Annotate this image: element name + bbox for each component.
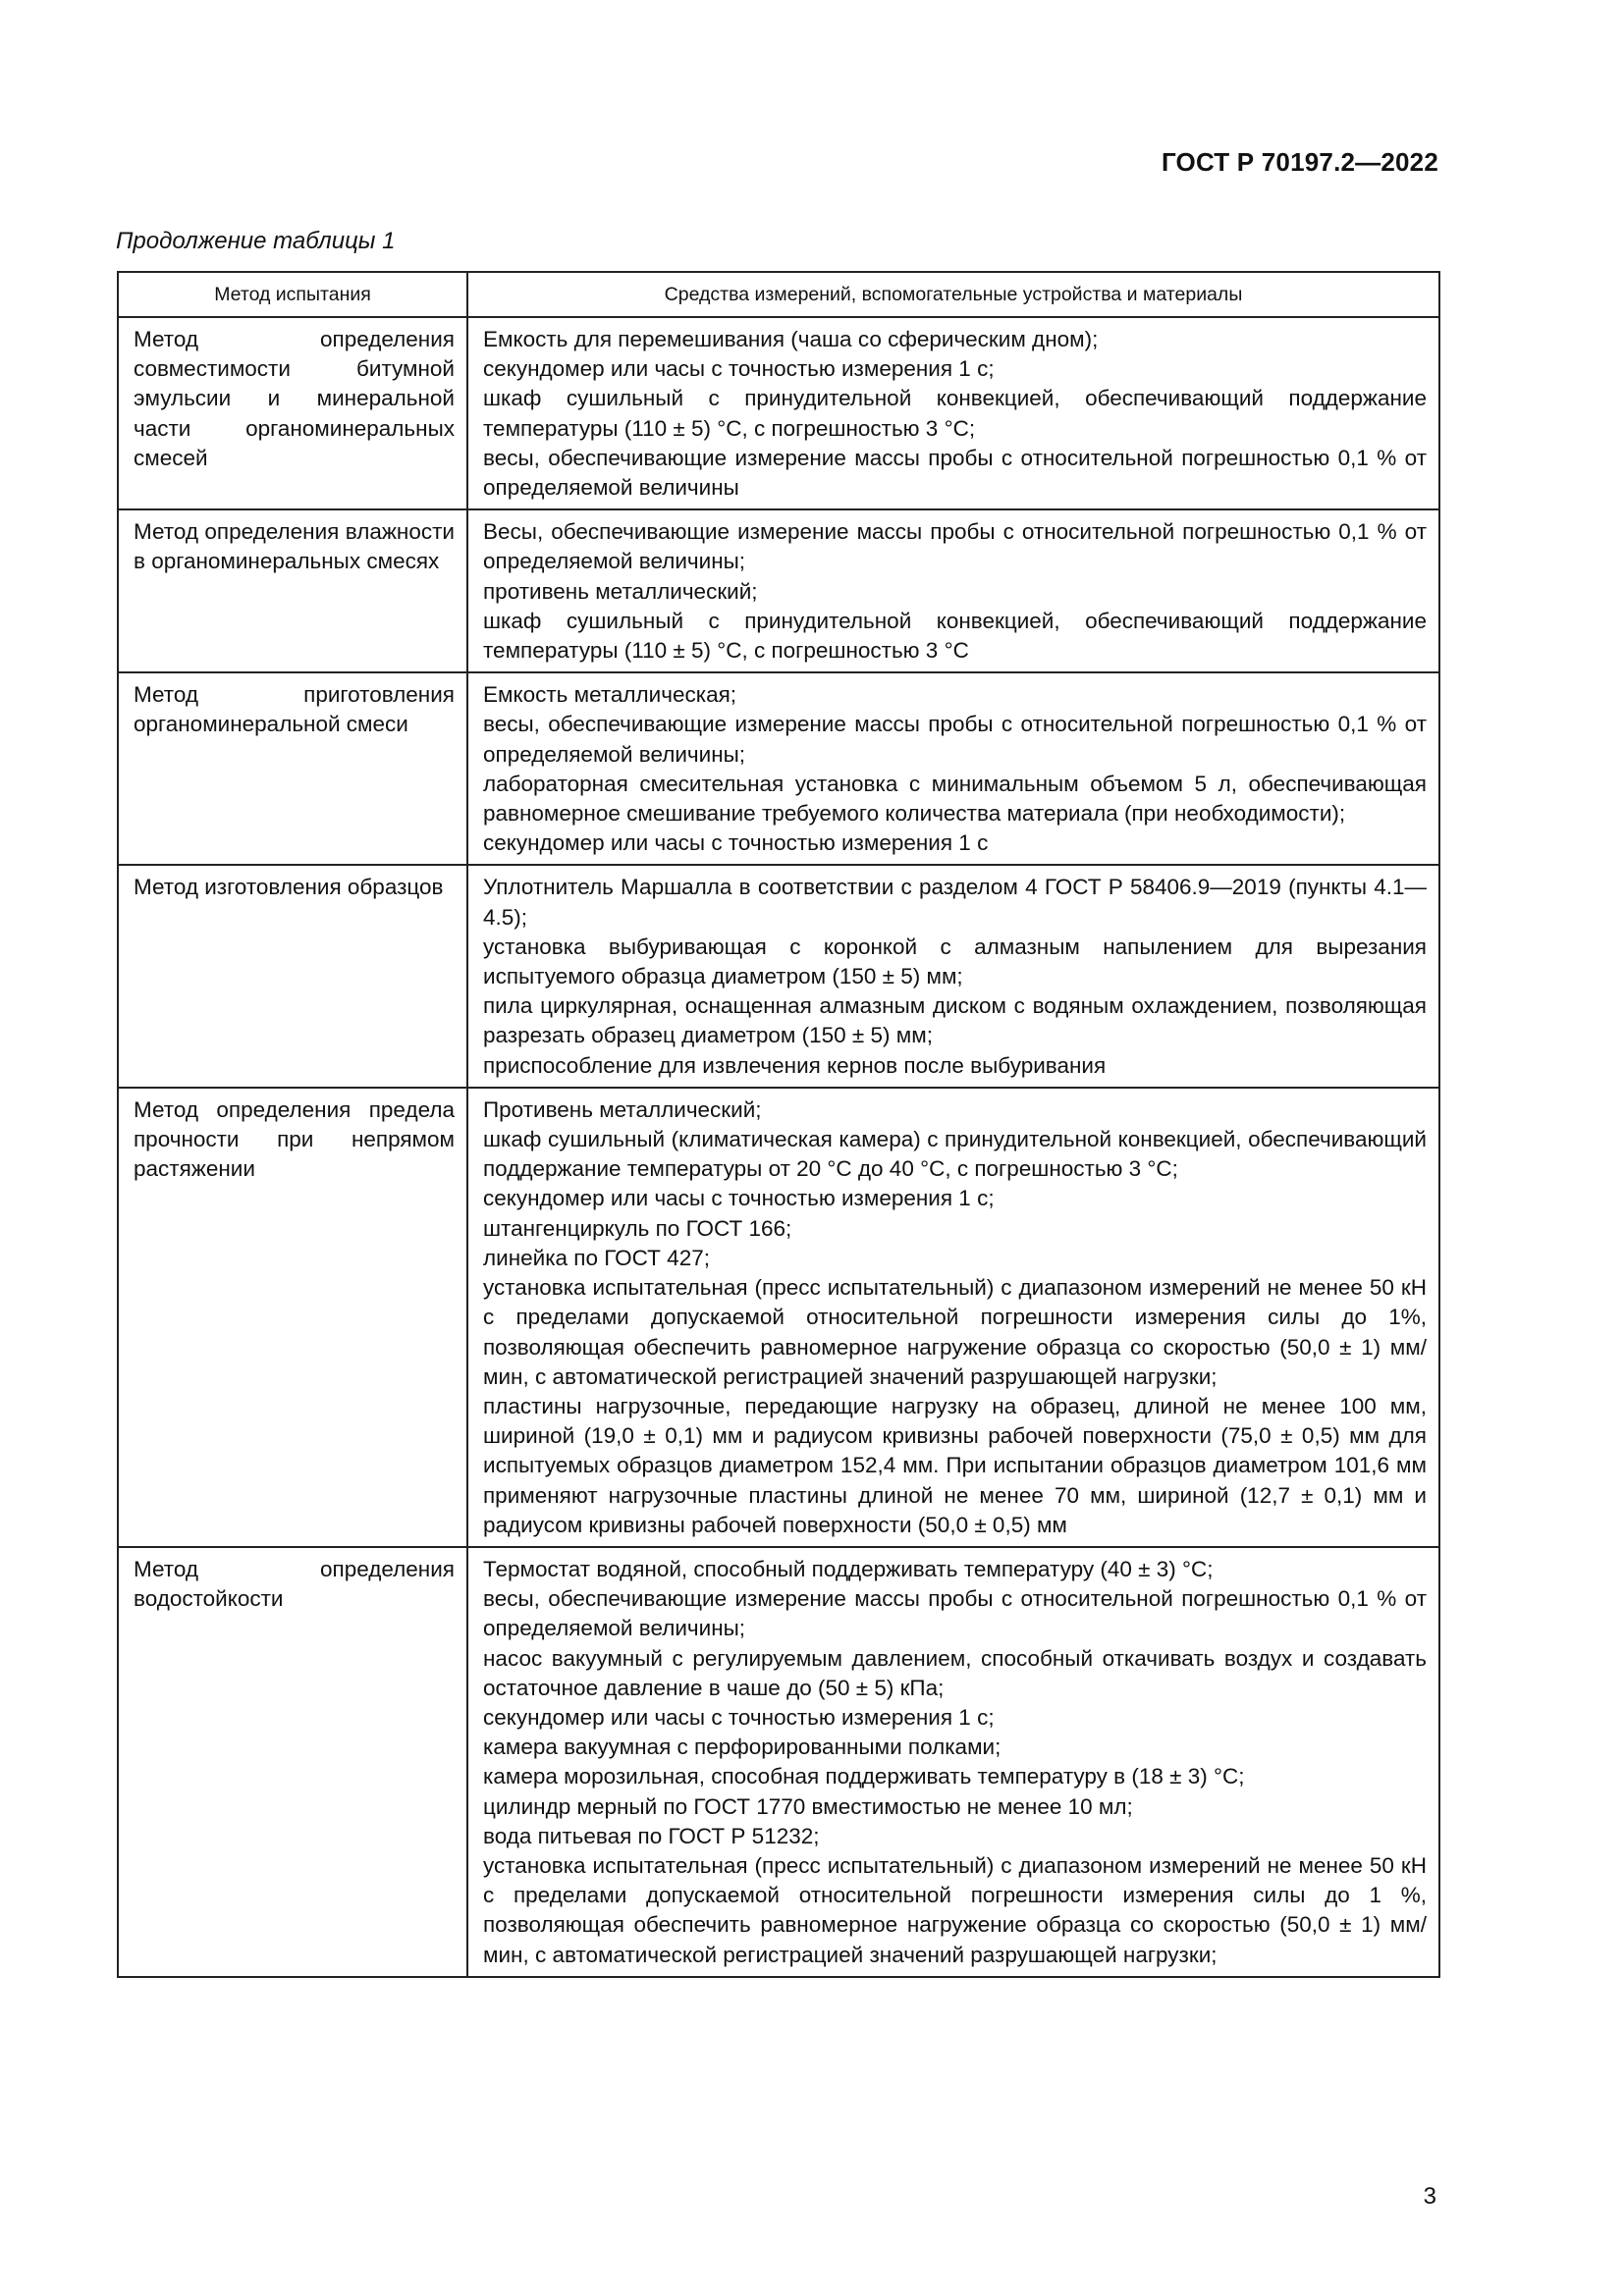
table-row <box>118 1088 1439 1547</box>
method-cell: Метод приготовления органоминеральной смеси <box>118 672 467 865</box>
equipment-item: лабораторная смесительная установка с минимальным объемом 5 л, обеспечивающая равномерное смешивание требуемого количества материала (при необходимости); <box>483 771 1427 827</box>
equipment-cell <box>467 672 1439 865</box>
equipment-item: секундомер или часы с точностью измерения 1 с; <box>483 1186 995 1211</box>
method-cell: Метод определения влажности в органоминеральных смесях <box>118 509 467 672</box>
column-header-equipment: Средства измерений, вспомогательные устройства и материалы <box>467 272 1439 317</box>
equipment-item: цилиндр мерный по ГОСТ 1770 вместимостью не менее 10 мл; <box>483 1793 1133 1819</box>
equipment-item: весы, обеспечивающие измерение массы пробы с относительной погрешностью 0,1 % от определяемой величины; <box>483 712 1427 767</box>
equipment-cell <box>467 1547 1439 1977</box>
equipment-item: весы, обеспечивающие измерение массы пробы с относительной погрешностью 0,1 % от определяемой величины <box>483 445 1427 501</box>
method-cell: Метод определения совместимости битумной эмульсии и минеральной части органоминеральных смесей <box>118 317 467 509</box>
equipment-item: секундомер или часы с точностью измерения 1 с <box>483 830 989 856</box>
equipment-item: камера морозильная, способная поддерживать температуру в (18 ± 3) °С; <box>483 1764 1245 1789</box>
column-header-method: Метод испытания <box>118 272 467 317</box>
equipment-cell <box>467 1088 1439 1547</box>
equipment-item: штангенциркуль по ГОСТ 166; <box>483 1215 792 1241</box>
equipment-item: линейка по ГОСТ 427; <box>483 1245 710 1270</box>
equipment-item: Емкость металлическая; <box>483 682 737 708</box>
equipment-item: установка испытательная (пресс испытательный) с диапазоном измерений не менее 50 кН с пределами допускаемой относительной погрешности измерения силы до 1 %, позволяющая обеспечить равномерное нагружение образца со скоростью (50,0 ± 1) мм/мин, с автоматической регистрацией значений разрушающей нагрузки; <box>483 1852 1427 1967</box>
equipment-item: весы, обеспечивающие измерение массы пробы с относительной погрешностью 0,1 % от определяемой величины; <box>483 1586 1427 1641</box>
equipment-item: шкаф сушильный с принудительной конвекцией, обеспечивающий поддержание температуры (110 ± 5) °С, с погрешностью 3 °С <box>483 608 1427 664</box>
test-methods-table <box>117 271 1440 1978</box>
method-cell: Метод определения водостойкости <box>118 1547 467 1977</box>
table-header-row <box>118 272 1439 317</box>
table-row <box>118 317 1439 509</box>
equipment-item: секундомер или часы с точностью измерения 1 с; <box>483 1704 995 1730</box>
equipment-item: Весы, обеспечивающие измерение массы пробы с относительной погрешностью 0,1 % от определяемой величины; <box>483 519 1427 574</box>
page-number: 3 <box>1423 2183 1436 2210</box>
equipment-item: секундомер или часы с точностью измерения 1 с; <box>483 356 995 382</box>
table-row <box>118 1547 1439 1977</box>
equipment-item: Термостат водяной, способный поддерживать температуру (40 ± 3) °С; <box>483 1556 1214 1581</box>
equipment-item: камера вакуумная с перфорированными полками; <box>483 1735 1001 1760</box>
equipment-item: вода питьевая по ГОСТ Р 51232; <box>483 1823 820 1848</box>
equipment-item: шкаф сушильный с принудительной конвекцией, обеспечивающий поддержание температуры (110 ± 5) °С, с погрешностью 3 °С; <box>483 386 1427 441</box>
equipment-item: противень металлический; <box>483 578 758 604</box>
equipment-item: пластины нагрузочные, передающие нагрузку на образец, длиной не менее 100 мм, шириной (19,0 ± 0,1) мм и радиусом кривизны рабочей поверхности (75,0 ± 0,5) мм для испытуемых образцов диаметром 152,4 мм. При испытании образцов диаметром 101,6 мм применяют нагрузочные пластины длиной не менее 70 мм, шириной (12,7 ± 0,1) мм и радиусом кривизны рабочей поверхности (50,0 ± 0,5) мм <box>483 1393 1427 1537</box>
table-row <box>118 865 1439 1087</box>
equipment-item: насос вакуумный с регулируемым давлением, способный откачивать воздух и создавать остаточное давление в чаше до (50 ± 5) кПа; <box>483 1645 1427 1700</box>
equipment-item: приспособление для извлечения кернов после выбуривания <box>483 1052 1107 1078</box>
equipment-item: пила циркулярная, оснащенная алмазным диском с водяным охлаждением, позволяющая разрезать образец диаметром (150 ± 5) мм; <box>483 993 1427 1048</box>
equipment-item: Емкость для перемешивания (чаша со сферическим дном); <box>483 327 1099 351</box>
table-row <box>118 672 1439 865</box>
document-id: ГОСТ Р 70197.2—2022 <box>1161 147 1438 177</box>
table-body <box>118 317 1439 1977</box>
equipment-item: Противень металлический; <box>483 1096 762 1122</box>
equipment-item: установка выбуривающая с коронкой с алмазным напылением для вырезания испытуемого образца диаметром (150 ± 5) мм; <box>483 934 1427 989</box>
equipment-cell <box>467 317 1439 509</box>
equipment-cell <box>467 865 1439 1087</box>
method-cell: Метод изготовления образцов <box>118 865 467 1087</box>
equipment-item: установка испытательная (пресс испытательный) с диапазоном измерений не менее 50 кН с пределами допускаемой относительной погрешности измерения силы до 1%, позволяющая обеспечить равномерное нагружение образца со скоростью (50,0 ± 1) мм/мин, с автоматической регистрацией значений разрушающей нагрузки; <box>483 1275 1427 1389</box>
table-row <box>118 509 1439 672</box>
equipment-item: Уплотнитель Маршалла в соответствии с разделом 4 ГОСТ Р 58406.9—2019 (пункты 4.1—4.5); <box>483 875 1427 930</box>
method-cell: Метод определения предела прочности при непрямом растяжении <box>118 1088 467 1547</box>
equipment-item: шкаф сушильный (климатическая камера) с принудительной конвекцией, обеспечивающий поддержание температуры от 20 °С до 40 °С, с погрешностью 3 °С; <box>483 1127 1427 1182</box>
equipment-cell <box>467 509 1439 672</box>
table-caption: Продолжение таблицы 1 <box>116 228 396 254</box>
